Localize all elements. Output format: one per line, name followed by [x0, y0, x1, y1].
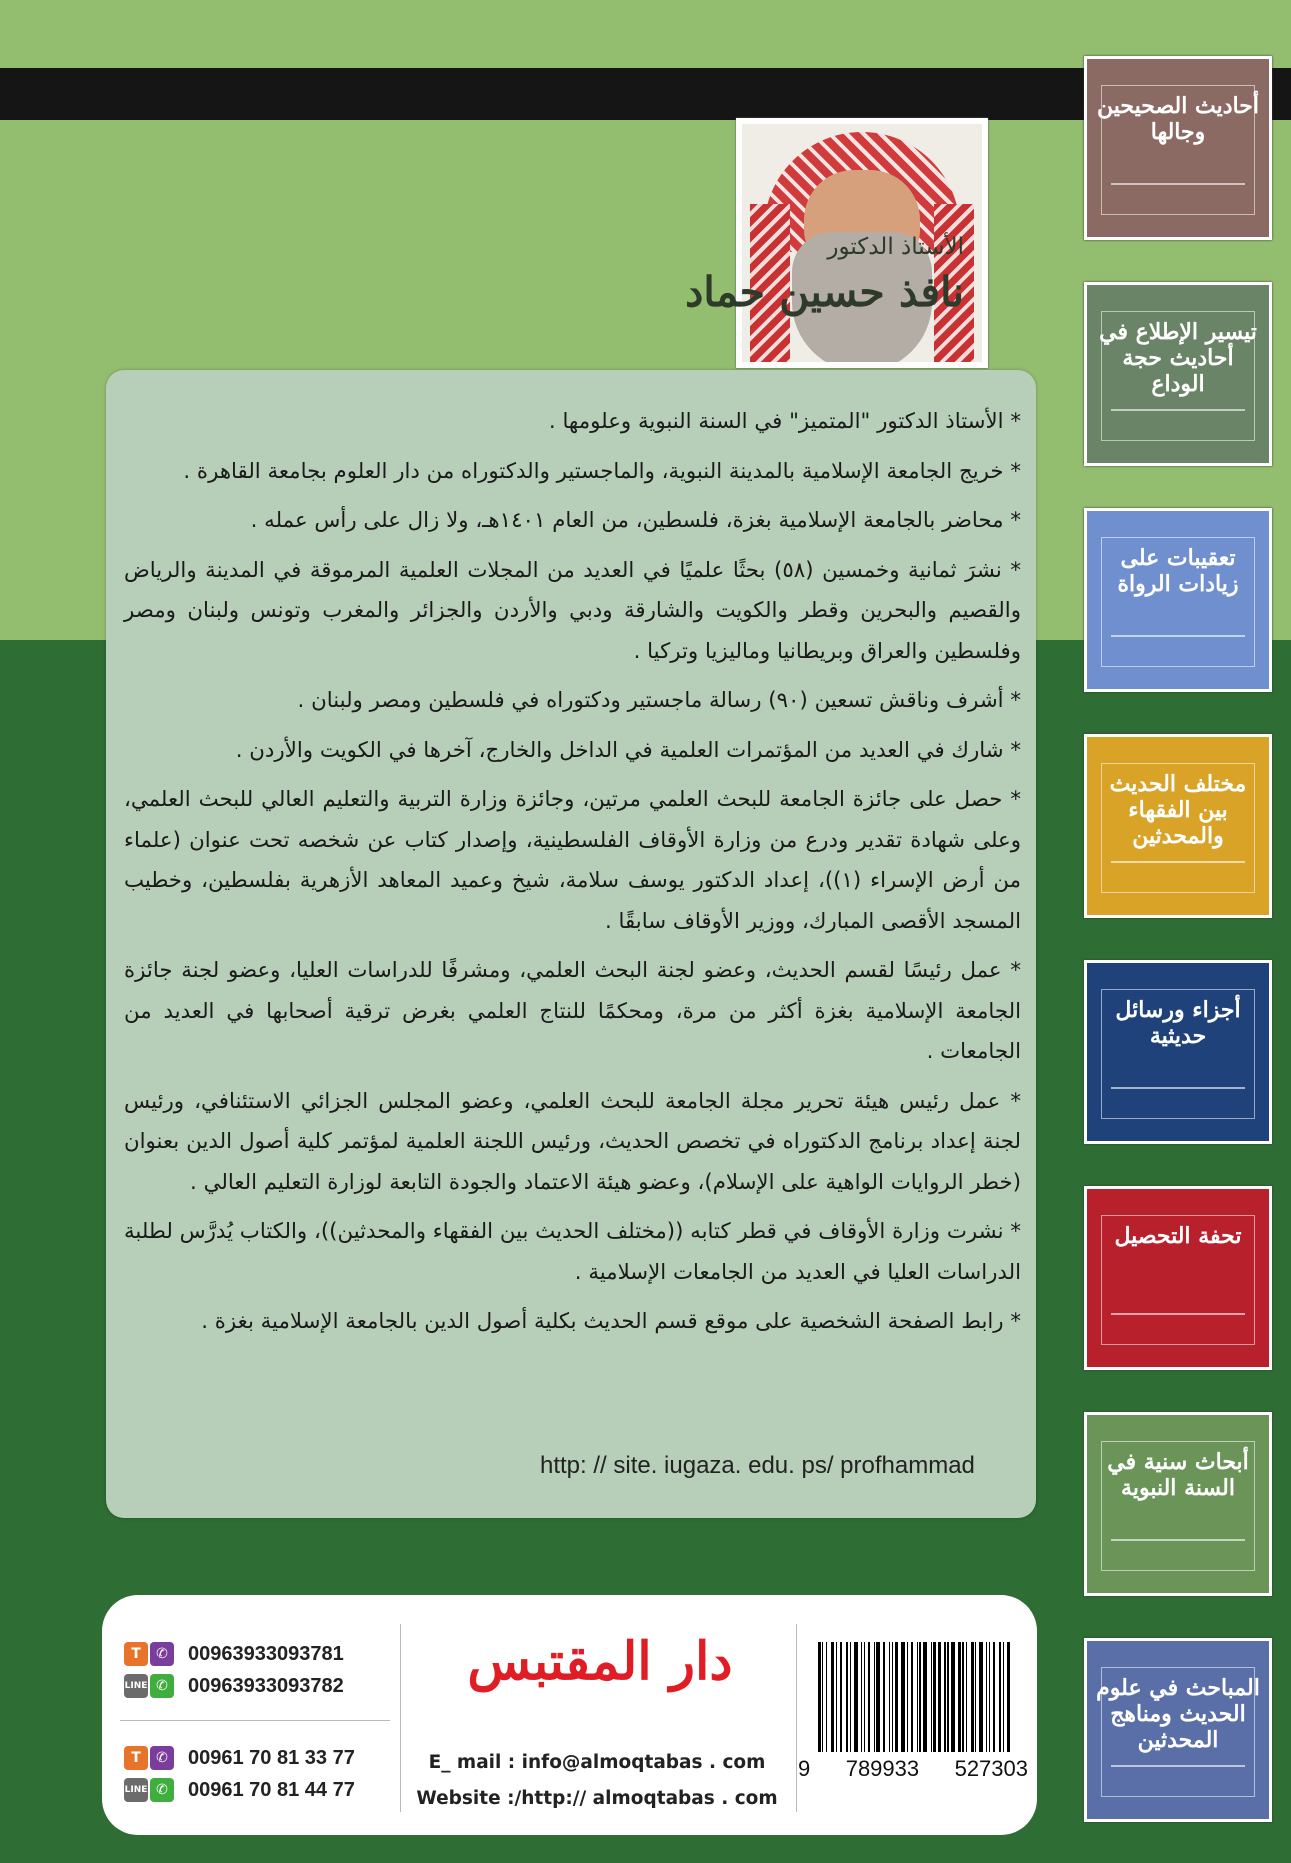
phone-number[interactable]: 00961 70 81 33 77 — [188, 1746, 355, 1769]
author-name: نافذ حسين حماد — [685, 268, 964, 316]
viber-icon: ✆ — [150, 1642, 174, 1666]
barcode-bar — [938, 1642, 941, 1752]
barcode-bar — [876, 1642, 880, 1752]
barcode-bar — [951, 1642, 955, 1752]
barcode-bar — [966, 1642, 967, 1752]
barcode-bar — [883, 1642, 886, 1752]
book-title: المباحث في علوم الحديث ومناهج المحدثين — [1096, 1675, 1260, 1753]
profile-url[interactable]: http: // site. iugaza. edu. ps/ profhammad — [540, 1452, 975, 1479]
bio-item: * رابط الصفحة الشخصية على موقع قسم الحديث بكلية أصول الدين بالجامعة الإسلامية بغزة . — [201, 1309, 1021, 1334]
barcode-bar — [901, 1642, 905, 1752]
isbn-group: 9 — [798, 1756, 811, 1781]
phone-row — [124, 1640, 344, 1668]
publisher-email[interactable]: E_ mail : info@almoqtabas . com — [428, 1752, 766, 1773]
barcode-bar — [923, 1642, 927, 1752]
book-cover-7 — [1084, 1412, 1272, 1596]
book-cover-2 — [1084, 282, 1272, 466]
barcode-bar — [864, 1642, 865, 1752]
barcode-bar — [947, 1642, 948, 1752]
book-divider — [1111, 1313, 1245, 1315]
barcode-bar — [850, 1642, 851, 1752]
bio-item: * خريج الجامعة الإسلامية بالمدينة النبوية، والماجستير والدكتوراه من دار العلوم بجامعة القاهرة . — [183, 458, 1021, 484]
barcode-bar — [836, 1642, 837, 1752]
author-title: الأستاذ الدكتور — [827, 234, 964, 260]
book-cover-5 — [1084, 960, 1272, 1144]
barcode-bar — [919, 1642, 920, 1752]
publisher-website[interactable]: Website :/http:// almoqtabas . com — [416, 1788, 778, 1809]
book-divider — [1111, 1087, 1245, 1089]
phone-row — [124, 1776, 355, 1804]
barcode-bar — [840, 1642, 843, 1752]
isbn-group: 789933 — [845, 1756, 920, 1781]
phone-row — [124, 1672, 344, 1700]
book-title: أجزاء ورسائل حديثية — [1115, 997, 1241, 1049]
bio-item: * الأستاذ الدكتور "المتميز" في السنة النبوية وعلومها . — [548, 409, 1021, 434]
line-icon: LINE — [124, 1778, 148, 1802]
book-cover-3 — [1084, 508, 1272, 692]
book-divider — [1111, 409, 1245, 411]
barcode-bar — [962, 1642, 963, 1752]
isbn-group: 527303 — [954, 1756, 1028, 1781]
barcode-bar — [986, 1642, 987, 1752]
phone-group-divider — [120, 1720, 390, 1721]
book-divider — [1111, 861, 1245, 863]
book-title: أحاديث الصحيحين وجالها — [1097, 93, 1259, 145]
barcode-bar — [854, 1642, 858, 1752]
bio-item: * نشرَ ثمانية وخمسين (٥٨) بحثًا علميًا في العديد من المجلات العلمية المرموقة في المدينة والرياض والقصيم والبحرين وقطر والكويت والشارقة ودبي والأردن والجزائر والمغرب وتونس ولبنان ومصر وفلسطين والعراق وبريطانيا وماليزيا وتركيا . — [124, 557, 1021, 664]
barcode-bar — [907, 1642, 908, 1752]
viber-icon: ✆ — [150, 1746, 174, 1770]
barcode-bar — [895, 1642, 898, 1752]
barcode-bar — [818, 1642, 821, 1752]
book-title: تيسير الإطلاع في أحاديث حجة الوداع — [1099, 319, 1257, 397]
barcode-bar — [933, 1642, 936, 1752]
barcode-bar — [846, 1642, 849, 1752]
book-title: مختلف الحديث بين الفقهاء والمحدثين — [1109, 771, 1247, 849]
bio-item: * أشرف وناقش تسعين (٩٠) رسالة ماجستير ودكتوراه في فلسطين ومصر ولبنان . — [297, 688, 1021, 713]
whatsapp-icon: ✆ — [150, 1674, 174, 1698]
phone-row — [124, 1744, 355, 1772]
bio-item: * عمل رئيسًا لقسم الحديث، وعضو لجنة البحث العلمي، ومشرفًا للدراسات العليا، وعضو لجنة جائزة الجامعة الإسلامية بغزة أكثر من مرة، ومحكمًا للنتاج العلمي بغرض ترقية أصحابها في العديد من الجامعات . — [124, 958, 1021, 1064]
book-title: تحفة التحصيل — [1114, 1223, 1242, 1249]
barcode-bar — [868, 1642, 871, 1752]
publisher-logo: دار المقتبس — [467, 1631, 733, 1692]
barcode-bar — [826, 1642, 827, 1752]
book-cover-4 — [1084, 734, 1272, 918]
barcode-bar — [944, 1642, 945, 1752]
line-icon: LINE — [124, 1674, 148, 1698]
bio-item: * محاضر بالجامعة الإسلامية بغزة، فلسطين، من العام ١٤٠١هـ، ولا زال على رأس عمله . — [250, 508, 1021, 533]
book-divider — [1111, 1539, 1245, 1541]
book-title: تعقيبات على زيادات الرواة — [1117, 545, 1239, 597]
barcode-bar — [971, 1642, 974, 1752]
whatsapp-icon: ✆ — [150, 1778, 174, 1802]
barcode-bar — [874, 1642, 875, 1752]
bio-item: * عمل رئيس هيئة تحرير مجلة الجامعة للبحث العلمي، وعضو المجلس الجزائي الاستئنافي، ورئيس لجنة إعداد برنامج الدكتوراه في تخصص الحديث، ورئيس اللجنة العلمية لمؤتمر كلية أصول الدين بعنوان (خطر الروايات الواهية على الإسلام)، وعضو هيئة الاعتماد والجودة التابعة لوزارة التعليم العالي . — [124, 1088, 1021, 1195]
tango-icon: T — [124, 1746, 148, 1770]
barcode-bar — [989, 1642, 990, 1752]
book-cover-1 — [1084, 56, 1272, 240]
barcode-bar — [993, 1642, 996, 1752]
barcode-bar — [999, 1642, 1002, 1752]
book-divider — [1111, 635, 1245, 637]
book-title: أبحاث سنية في السنة النبوية — [1107, 1449, 1249, 1501]
barcode-bar — [917, 1642, 918, 1752]
barcode-bar — [831, 1642, 835, 1752]
bio-list — [124, 402, 1021, 1352]
book-divider — [1111, 1765, 1245, 1767]
isbn-barcode — [818, 1642, 1014, 1752]
barcode-bar — [822, 1642, 823, 1752]
info-divider-left — [400, 1624, 401, 1812]
book-cover-6 — [1084, 1186, 1272, 1370]
book-divider — [1111, 183, 1245, 185]
bio-item: * شارك في العديد من المؤتمرات العلمية في الداخل والخارج، آخرها في الكويت والأردن . — [235, 737, 1021, 763]
barcode-bar — [1007, 1642, 1011, 1752]
book-cover-8 — [1084, 1638, 1272, 1822]
tango-icon: T — [124, 1642, 148, 1666]
barcode-bar — [931, 1642, 932, 1752]
barcode-bar — [892, 1642, 893, 1752]
barcode-bar — [911, 1642, 914, 1752]
barcode-bar — [861, 1642, 862, 1752]
info-divider-right — [796, 1624, 797, 1812]
phone-number[interactable]: 00963933093781 — [188, 1642, 344, 1665]
barcode-bar — [979, 1642, 983, 1752]
barcode-bar — [1003, 1642, 1004, 1752]
barcode-bar — [889, 1642, 890, 1752]
isbn-digits — [798, 1756, 1028, 1782]
bio-item: * نشرت وزارة الأوقاف في قطر كتابه ((مختلف الحديث بين الفقهاء والمحدثين))، والكتاب يُدرَّس لطلبة الدراسات العليا في العديد من الجامعات الإسلامية . — [124, 1219, 1021, 1285]
phone-number[interactable]: 00961 70 81 44 77 — [188, 1778, 355, 1801]
barcode-bar — [975, 1642, 976, 1752]
phone-number[interactable]: 00963933093782 — [188, 1674, 344, 1697]
barcode-bar — [958, 1642, 961, 1752]
bio-item: * حصل على جائزة الجامعة للبحث العلمي مرتين، وجائزة وزارة التربية والتعليم العالي للبحث العلمي، وعلى شهادة تقدير ودرع من وزارة الأوقاف الفلسطينية، وإصدار كتاب عن شخصه تحت عنوان (علماء من أرض الإسراء (١))، إعداد الدكتور يوسف سلامة، شيخ وعميد المعاهد الأزهرية بفلسطين، وخطيب المسجد الأقصى المبارك، ووزير الأوقاف سابقًا . — [124, 787, 1021, 934]
